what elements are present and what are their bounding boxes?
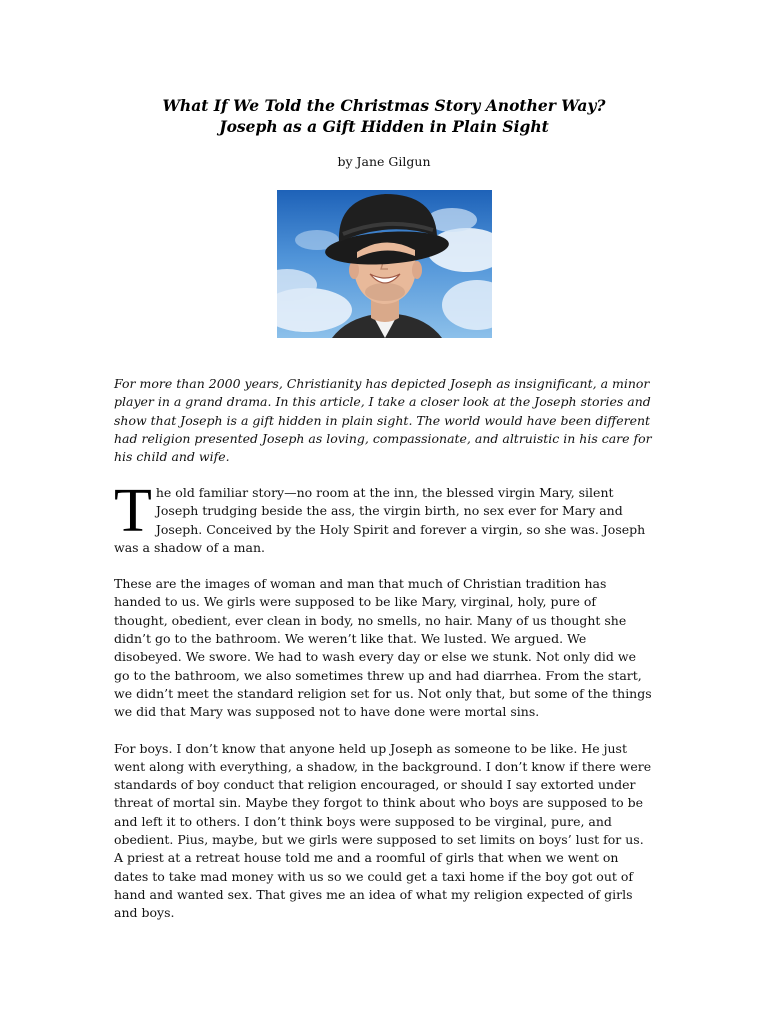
abstract-line: For more than 2000 years, Christianity has depicted Joseph as insignificant, a minor [114,376,650,391]
paragraph-line: A priest at a retreat house told me and a roomful of girls that when we went on [114,850,619,866]
article-body [114,477,654,941]
paragraph-2 [114,575,654,721]
paragraph-1 [114,477,654,557]
paragraph-line: was a shadow of a man. [114,539,265,555]
paragraph-line: we did that Mary was supposed not to have done were mortal sins. [114,704,540,720]
abstract-line: player in a grand drama. In this article, I take a closer look at the Joseph stories and [114,394,651,410]
paragraph-line: dates to take mad money with us so we could get a taxi home if the boy got out of [114,868,634,884]
photo-illustration [277,190,492,338]
paragraph-line: and left it to others. I don’t think boys were supposed to be virginal, pure, and [114,813,612,829]
paragraph-line: we didn’t meet the standard religion set for us. Not only that, but some of the things [114,685,652,701]
article-abstract [114,375,654,466]
title-line-2: Joseph as a Gift Hidden in Plain Sight [219,117,549,136]
paragraph-line: obedient. Pius, maybe, but we girls were supposed to set limits on boys’ lust for us. [114,832,644,848]
paragraph-3 [114,740,654,923]
abstract-line: had religion presented Joseph as loving, compassionate, and altruistic in his care for [114,430,652,446]
title-line-1: What If We Told the Christmas Story Another Way? [162,96,606,115]
paragraph-line: Joseph. Conceived by the Holy Spirit and forever a virgin, so she was. Joseph [155,521,646,537]
paragraph-line: thought, obedient, ever clean in body, no smells, no hair. Many of us thought she [114,612,627,628]
paragraph-line: For boys. I don’t know that anyone held up Joseph as someone to be like. He just [114,740,627,756]
paragraph-line: and boys. [114,905,175,921]
paragraph-line: go to the bathroom, we also sometimes threw up and had diarrhea. From the start, [114,667,642,683]
paragraph-line: he old familiar story—no room at the inn, the blessed virgin Mary, silent [155,485,614,500]
paragraph-line: went along with everything, a shadow, in the background. I don’t know if there were [114,758,652,774]
paragraph-line: didn’t go to the bathroom. We weren’t like that. We lusted. We argued. We [114,631,587,647]
paragraph-line: handed to us. We girls were supposed to be like Mary, virginal, holy, pure of [114,594,597,610]
paragraph-line: These are the images of woman and man that much of Christian tradition has [114,576,607,592]
article-title [114,95,654,137]
paragraph-line: threat of mortal sin. Maybe they forgot to think about who boys are supposed to be [114,795,644,811]
abstract-line: show that Joseph is a gift hidden in plain sight. The world would have been different [114,412,651,428]
paragraph-line: standards of boy conduct that religion encouraged, or should I say extorted under [114,777,636,793]
drop-cap: T [114,477,152,545]
author-byline: by Jane Gilgun [337,154,431,169]
paragraph-line: Joseph trudging beside the ass, the virgin birth, no sex ever for Mary and [155,503,623,519]
paragraph-line: disobeyed. We swore. We had to wash every day or else we stunk. Not only did we [114,649,636,665]
paragraph-line: hand and wanted sex. That gives me an idea of what my religion expected of girls [114,886,633,902]
man-in-hat-photo [277,190,492,338]
abstract-line: his child and wife. [114,449,230,465]
